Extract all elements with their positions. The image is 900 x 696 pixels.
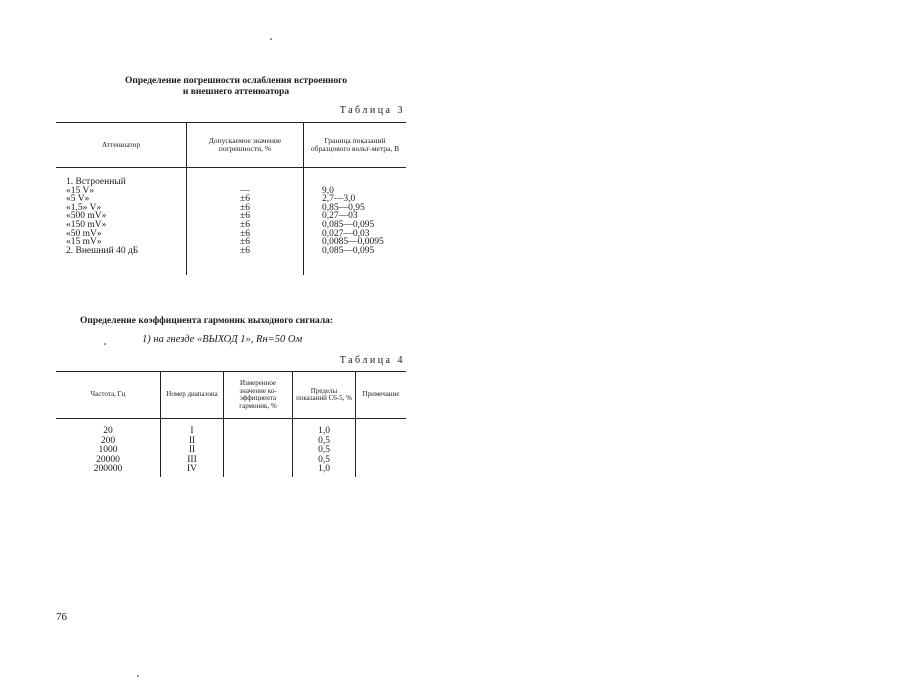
table4-cell-range: I — [161, 427, 224, 437]
scan-speck — [137, 675, 139, 677]
table3-cell-error: ±6 — [187, 204, 304, 213]
table4-cell-note — [356, 446, 407, 456]
table4-cell-frequency: 20 — [103, 426, 113, 436]
table3-row — [56, 178, 406, 187]
table4-cell-note — [356, 437, 407, 447]
table4-header-note: Примечание — [356, 372, 407, 419]
table4-spacer-row — [56, 475, 406, 477]
table4-cell-frequency: 20000 — [96, 454, 120, 465]
table3-cell-attenuator: «150 mV» — [66, 219, 107, 230]
table3-label: Таблица 3 — [339, 105, 405, 116]
table3-cell-limit: 0,0085—0,0095 — [304, 238, 407, 247]
table4-cell-measured — [224, 446, 293, 456]
table3-cell-limit: 9,0 — [304, 187, 407, 196]
table4-header-row — [56, 372, 406, 419]
table3-cell-limit: 0,027—0,03 — [304, 230, 407, 239]
table4-cell-measured — [224, 465, 293, 475]
table4-cell-frequency: 200 — [100, 435, 116, 446]
table3-cell-error: ±6 — [187, 212, 304, 221]
table4-cell-note — [356, 427, 407, 437]
table3-header-row — [56, 123, 406, 168]
table3-cell-attenuator: «1,5» V» — [66, 202, 102, 213]
table3-cell-error: ±6 — [187, 221, 304, 230]
table3-cell-error: ±6 — [187, 230, 304, 239]
table3-cell-limit: 0,085—0,095 — [304, 221, 407, 230]
table4-header-measured: Измеренное значение ко-эффициента гармоник, % — [224, 372, 293, 419]
table3-cell-attenuator: 2. Внешний 40 дБ — [66, 245, 139, 256]
table4-cell-note — [356, 456, 407, 466]
table3-cell-limit: 0,27—03 — [304, 212, 407, 221]
table4-cell-measured — [224, 437, 293, 447]
table4 — [56, 371, 406, 477]
table3-cell-error: ±6 — [187, 247, 304, 256]
table3-header-limit: Граница показаний образцового вольт-метра, В — [304, 123, 407, 168]
table3-header-error: Допускаемое значение погрешности, % — [187, 123, 304, 168]
table4-cell-limits: 0,5 — [293, 446, 356, 456]
table4-cell-measured — [224, 456, 293, 466]
table3-cell-attenuator: «15 V» — [66, 185, 95, 196]
table3-row — [56, 247, 406, 256]
table4-header-frequency: Частота, Гц — [56, 372, 161, 419]
table4-cell-note — [356, 465, 407, 475]
table4-cell-limits: 1,0 — [293, 465, 356, 475]
table4-subtitle: 1) на гнезде «ВЫХОД 1», Rн=50 Ом — [142, 334, 303, 345]
table3-title-line1: Определение погрешности ослабления встроенного — [125, 76, 347, 86]
table3-cell-limit: 2,7—3,0 — [304, 195, 407, 204]
table3-cell-limit: 0,085—0,095 — [304, 247, 407, 256]
scan-speck — [270, 38, 272, 40]
table4-cell-range: II — [161, 446, 224, 456]
page-number: 76 — [56, 611, 67, 623]
table3-cell-attenuator: «5 V» — [66, 194, 90, 205]
table3-cell-error: ±6 — [187, 238, 304, 247]
table4-cell-range: II — [161, 437, 224, 447]
table3-cell-limit — [304, 178, 407, 187]
table3-title-line2: и внешнего аттенюатора — [182, 87, 290, 97]
table3-cell-error: ±6 — [187, 195, 304, 204]
table3-cell-limit: 0,85—0,95 — [304, 204, 407, 213]
table4-cell-limits: 0,5 — [293, 437, 356, 447]
table3-header-attenuator: Аттенюатор — [56, 123, 187, 168]
table4-header-range: Номер диапазона — [161, 372, 224, 419]
table4-label: Таблица 4 — [339, 355, 405, 366]
table4-cell-frequency: 200000 — [93, 464, 123, 474]
table3-cell-attenuator: «15 mV» — [66, 237, 102, 248]
table3 — [56, 122, 406, 275]
table4-cell-limits: 0,5 — [293, 456, 356, 466]
table4-header-limits: Пределы показаний С6-5, % — [293, 372, 356, 419]
table3-cell-error: — — [187, 187, 304, 196]
table4-cell-frequency: 1000 — [98, 445, 118, 455]
table4-cell-limits: 1,0 — [293, 427, 356, 437]
table4-cell-range: IV — [161, 465, 224, 475]
table3-cell-attenuator: 1. Встроенный — [66, 177, 126, 187]
table4-title: Определение коэффициента гармоник выходного сигнала: — [80, 316, 334, 326]
table3-spacer-row — [56, 255, 406, 275]
table4-row — [56, 465, 406, 475]
scan-speck — [104, 343, 106, 345]
table4-cell-measured — [224, 427, 293, 437]
table3-title — [56, 76, 416, 98]
table4-cell-range: III — [161, 456, 224, 466]
table3-cell-attenuator: «50 mV» — [66, 228, 102, 239]
table3-cell-attenuator: «500 mV» — [66, 211, 107, 222]
